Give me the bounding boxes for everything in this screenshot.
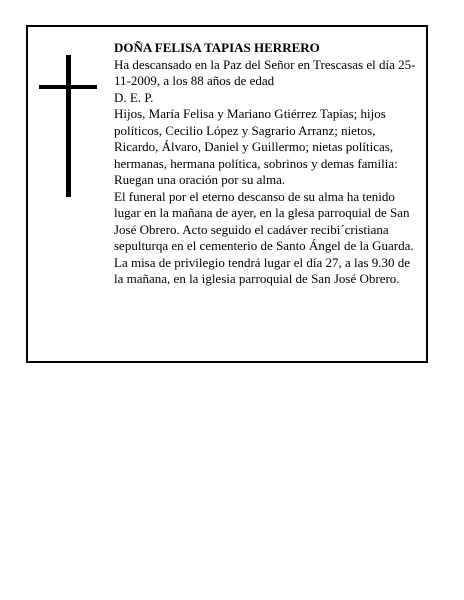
obituary-notice <box>26 25 428 363</box>
cross-icon-bar <box>39 85 97 89</box>
cross-icon <box>66 55 71 197</box>
prayer-request: Ruegan una oración por su alma. <box>114 172 286 187</box>
family-list: Hijos, María Felisa y Mariano Gtiérrez Tapias; hijos políticos, Cecilio López y Sagrario Arranz; nietos, Ricardo, Álvaro, Daniel y Guillermo; nietas políticas, hermanas, hermana política, sobrinos y demas familia: <box>114 106 398 171</box>
rest-in-peace: D. E. P. <box>114 89 154 105</box>
death-announcement: Ha descansado en la Paz del Señor en Trescasas el día 25-11-2009, a los 88 años de edad <box>114 56 416 88</box>
funeral-details: El funeral por el eterno descanso de su alma ha tenido lugar en la mañana de ayer, en la glesa parroquial de San José Obrero. Acto seguido el cadáver recibi´cristiana sepulturqa en el cementerio de Santo Ángel de la Guarda. La misa de privilegio tendrá lugar el día 27, a las 9.30 de la mañana, en la iglesia parroquial de San José Obrero. <box>114 188 414 286</box>
obituary-text <box>114 40 420 288</box>
deceased-name: DOÑA FELISA TAPIAS HERRERO <box>114 40 320 55</box>
